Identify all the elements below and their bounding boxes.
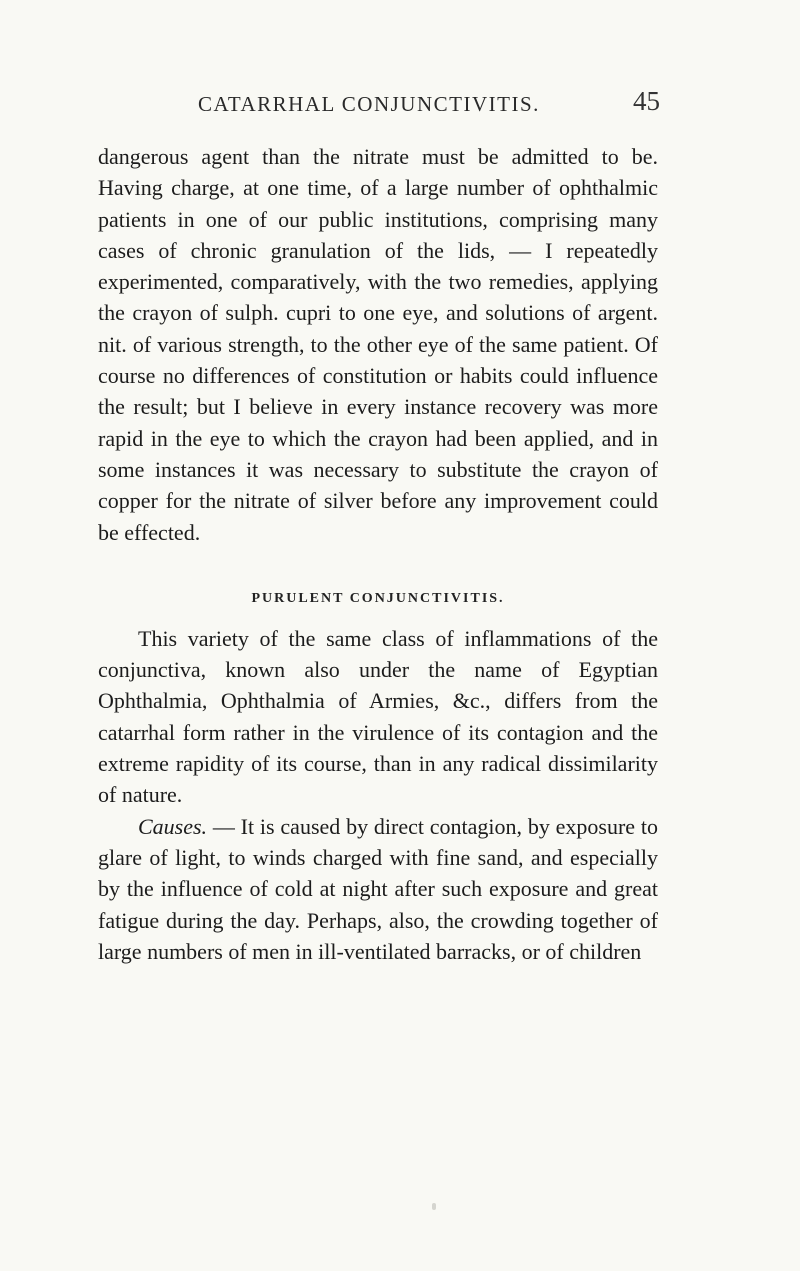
causes-label: Causes. <box>138 813 208 839</box>
running-header <box>88 86 658 126</box>
running-title: CATARRHAL CONJUNCTIVITIS. <box>198 92 540 116</box>
continued-paragraph: dangerous agent than the nitrate must be admitted to be. Having charge, at one time, of a large number of ophthalmic patients in one of our public institutions, comprising many cases of chronic granulation of the lids, — I repeatedly experimented, comparatively, with the two remedies, applying the crayon of sulph. cupri to one eye, and solutions of argent. nit. of various strength, to the other eye of the same patient. Of course no differences of constitution or habits could influence the result; but I believe in every instance recovery was more rapid in the eye to which the crayon had been applied, and in some instances it was necessary to substitute the crayon of copper for the nitrate of silver before any improvement could be effected. <box>98 144 658 545</box>
causes-paragraph <box>98 811 658 967</box>
page-number: 45 <box>633 86 660 116</box>
section-intro-paragraph: This variety of the same class of inflammations of the conjunctiva, known also under the name of Egyptian Ophthalmia, Ophthalmia of Armies, &c., differs from the catarrhal form rather in the virulence of its contagion and the extreme rapidity of its course, than in any radical dissimilarity of nature. <box>98 625 658 808</box>
section-heading: PURULENT CONJUNCTIVITIS. <box>251 590 505 606</box>
body-text <box>98 141 658 967</box>
causes-text: — It is caused by direct contagion, by exposure to glare of light, to winds charged with fine sand, and especially by the influence of cold at night after such exposure and great fatigue during the day. Perhaps, also, the crowding together of large numbers of men in ill-ventilated barracks, or of children <box>98 813 658 964</box>
page-blemish <box>432 1203 436 1210</box>
